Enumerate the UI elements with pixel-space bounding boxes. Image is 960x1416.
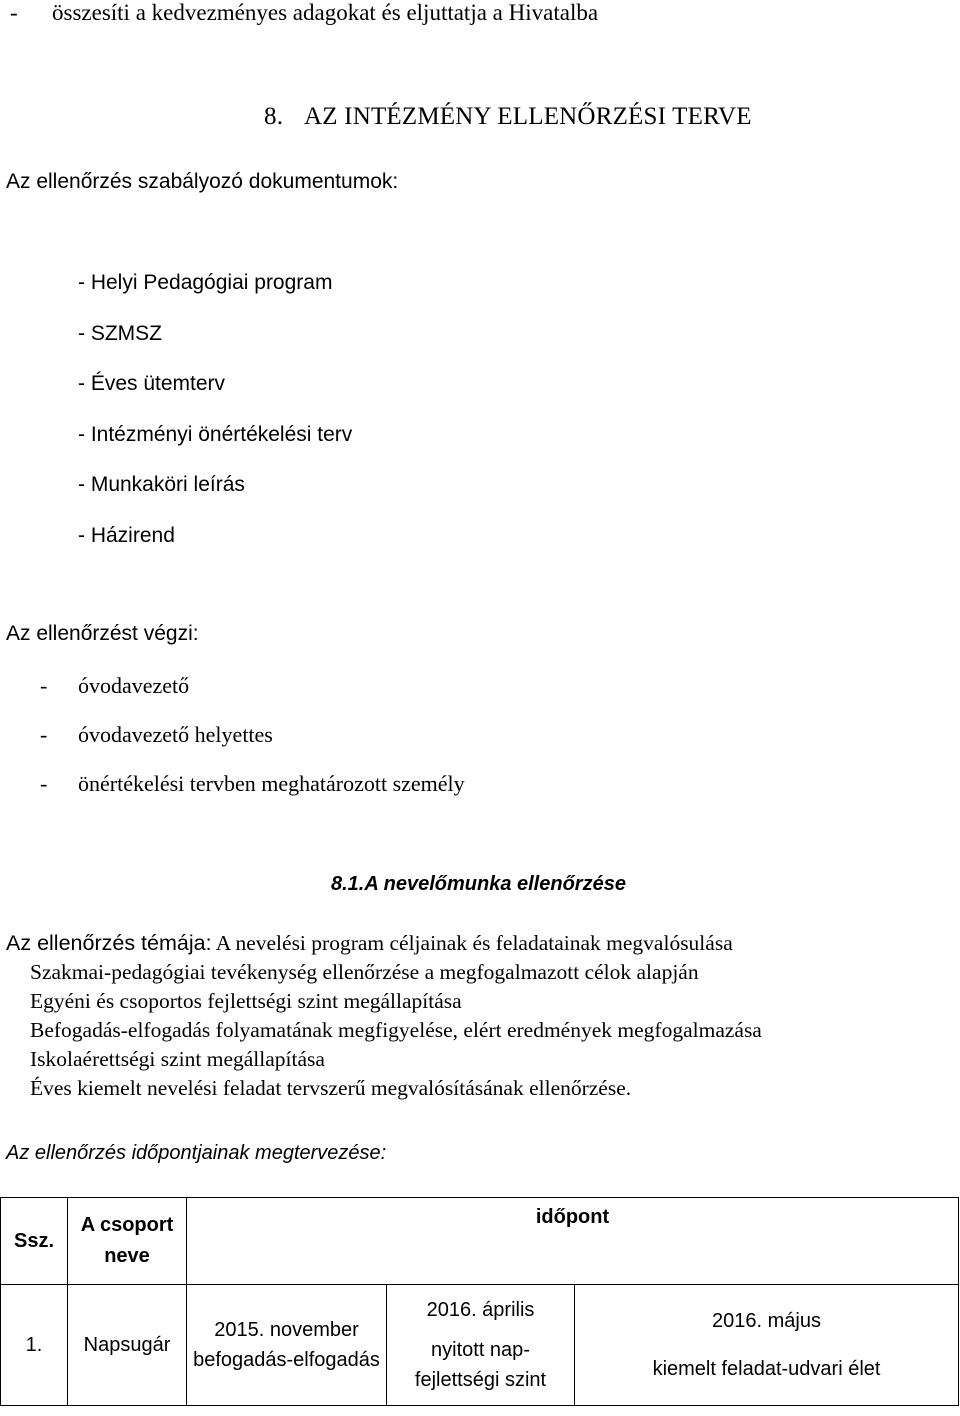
topic-line: Befogadás-elfogadás folyamatának megfigyelése, elért eredmények megfogalmazása [30, 1018, 762, 1042]
cell-line: befogadás-elfogadás [193, 1349, 380, 1371]
list-item [40, 721, 465, 770]
list-item [40, 770, 465, 819]
list-item: - SZMSZ [78, 321, 162, 345]
list-item: - Munkaköri leírás [78, 473, 245, 496]
cell-ssz: 1. [1, 1285, 68, 1406]
list-item: - Intézményi önértékelési terv [78, 422, 353, 446]
cell-time-2 [387, 1285, 575, 1406]
documents-list [78, 269, 352, 572]
topic-block [6, 929, 762, 1103]
topic-line: Éves kiemelt nevelési feladat tervszerű megvalósításának ellenőrzése. [30, 1076, 632, 1100]
header-ssz: Ssz. [1, 1198, 68, 1285]
list-dash: - [40, 673, 48, 698]
list-dash: - [40, 722, 48, 747]
schedule-intro: Az ellenőrzés időpontjainak megtervezése: [6, 1142, 387, 1164]
cell-time-1 [187, 1285, 387, 1406]
header-group [68, 1198, 187, 1285]
header-group-line: neve [104, 1245, 150, 1267]
checkers-intro: Az ellenőrzést végzi: [6, 622, 199, 645]
topic-label: Az ellenőrzés témája: [6, 931, 212, 955]
cell-line: 2015. november [214, 1319, 359, 1341]
list-item-text: óvodavezető [78, 673, 190, 698]
list-dash: - [10, 0, 18, 25]
cell-time-3 [575, 1285, 959, 1406]
cell-line: fejlettségi szint [414, 1369, 547, 1391]
topic-line: Egyéni és csoportos fejlettségi szint megállapítása [30, 989, 462, 1013]
cell-group: Napsugár [68, 1285, 187, 1406]
cell-line: kiemelt feladat-udvari élet [652, 1358, 881, 1380]
top-line [10, 0, 598, 26]
checkers-list [40, 672, 465, 819]
schedule-table [0, 1197, 959, 1406]
topic-first-line [6, 929, 762, 958]
list-item: - Házirend [78, 523, 175, 547]
subsection-title: 8.1.A nevelőmunka ellenőrzése [331, 873, 626, 895]
topic-first: A nevelési program céljainak és feladatainak megvalósulása [215, 931, 733, 955]
cell-line: 2016. április [426, 1299, 535, 1321]
list-item [40, 672, 465, 721]
cell-line: nyitott nap- [431, 1339, 530, 1361]
list-item-text: önértékelési tervben meghatározott személy [78, 771, 465, 796]
header-group-line: A csoport [80, 1214, 174, 1236]
section-title [264, 103, 752, 131]
header-time: időpont [187, 1198, 959, 1285]
documents-intro: Az ellenőrzés szabályozó dokumentumok: [6, 170, 399, 193]
section-title-text: AZ INTÉZMÉNY ELLENŐRZÉSI TERVE [304, 103, 752, 130]
list-item-text: óvodavezető helyettes [78, 722, 273, 747]
list-item: - Éves ütemterv [78, 372, 226, 395]
top-line-text: összesíti a kedvezményes adagokat és eljuttatja a Hivatalba [52, 0, 599, 25]
list-item: - Helyi Pedagógiai program [78, 271, 333, 294]
table-row [1, 1285, 959, 1406]
list-dash: - [40, 771, 48, 796]
cell-line: 2016. május [712, 1310, 821, 1332]
topic-line: Szakmai-pedagógiai tevékenység ellenőrzése a megfogalmazott célok alapján [30, 960, 699, 984]
section-number: 8. [264, 103, 284, 130]
topic-line: Iskolaérettségi szint megállapítása [30, 1047, 325, 1071]
table-header-row [1, 1198, 959, 1285]
